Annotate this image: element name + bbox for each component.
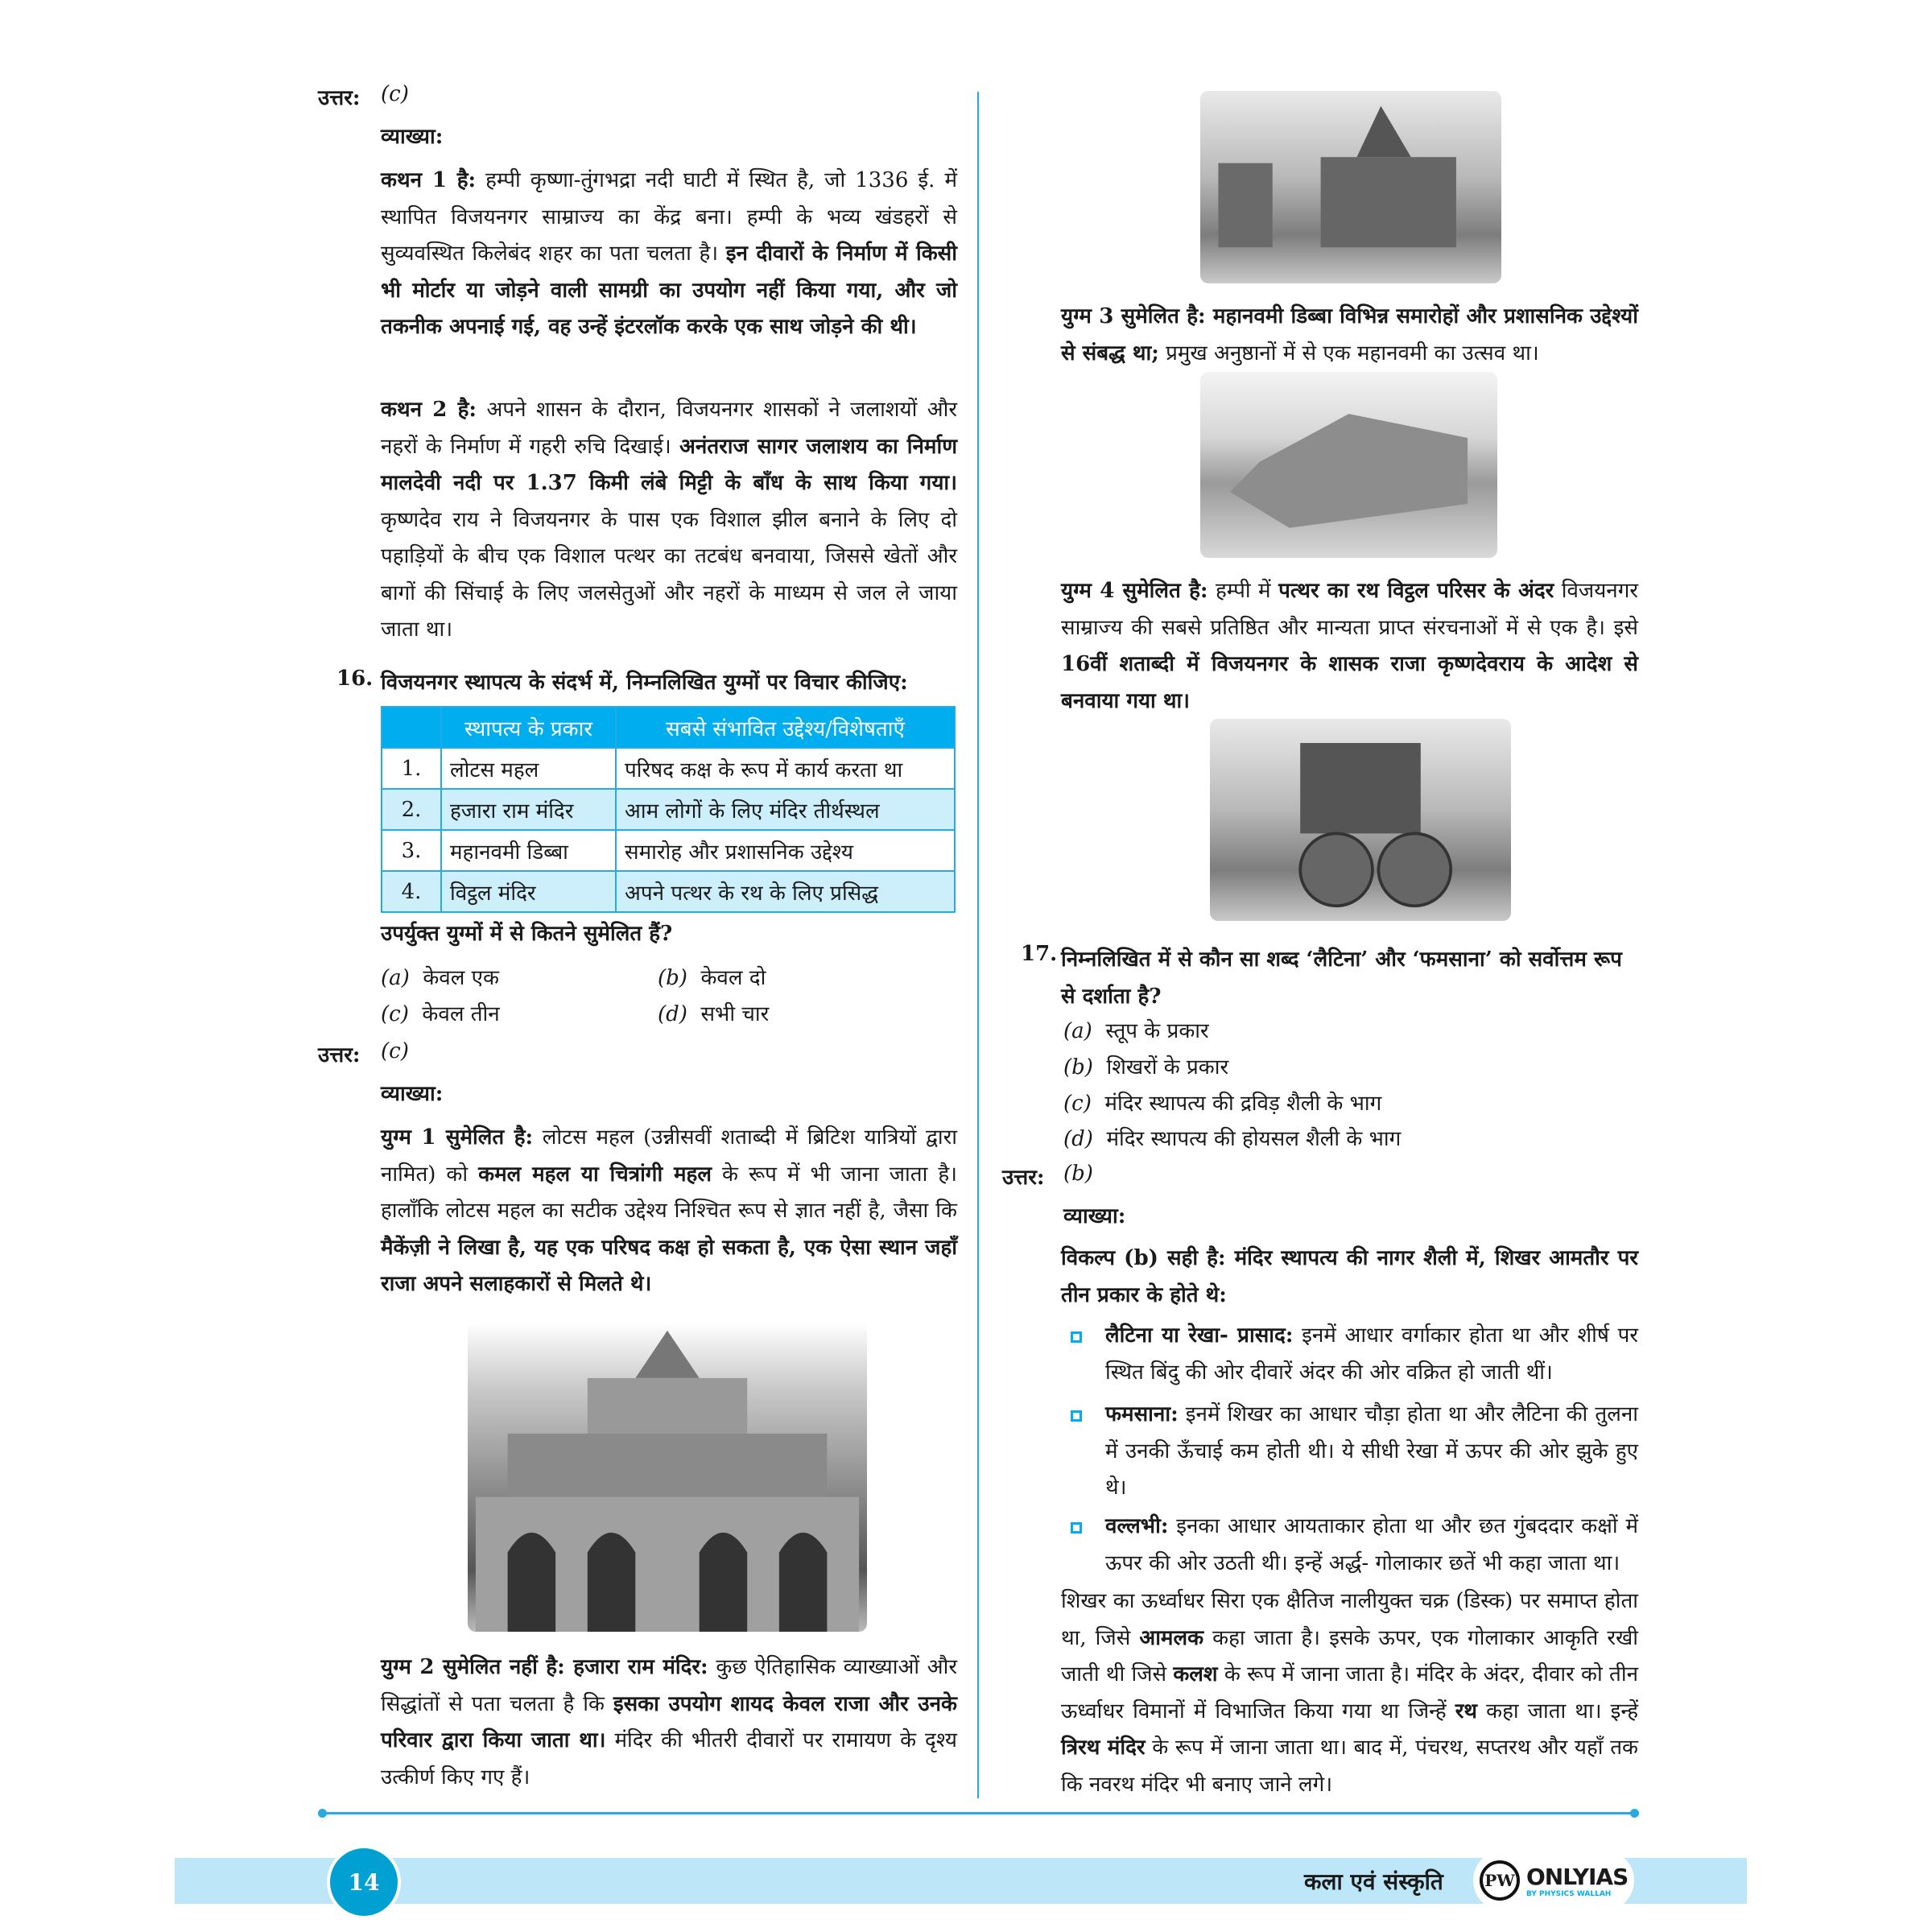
onlyias-wordmark	[1526, 1864, 1628, 1898]
statement-2-paragraph	[381, 392, 957, 649]
column-divider	[977, 92, 979, 1798]
page-number: 14	[327, 1845, 401, 1919]
bold-text-segment: 16वीं शताब्दी में विजयनगर के शासक राजा कृष्णदेवराय के आदेश से बनवाया गया था।	[1061, 652, 1638, 713]
table-cell: महानवमी डिब्बा	[441, 830, 616, 871]
question-17-text: निम्नलिखित में से कौन सा शब्द ‘लैटिना’ और ‘फमसाना’ को सर्वोत्तम रूप से दर्शाता है?	[1061, 947, 1622, 1009]
answer-value: (c)	[381, 1039, 409, 1063]
option-c	[1063, 1088, 1381, 1117]
pair-3-paragraph	[1061, 299, 1638, 372]
question-16-prompt: उपर्युक्त युग्मों में से कितने सुमेलित हैं?	[381, 922, 673, 946]
option-b	[658, 962, 766, 991]
option-key: (a)	[1063, 1019, 1092, 1043]
bold-text-segment: युग्म 1 सुमेलित है:	[381, 1125, 534, 1150]
text-segment: मंदिर की भीतरी दीवारों पर रामायण के दृश्य उत्कीर्ण किए गए हैं।	[381, 1728, 957, 1790]
table-row	[382, 748, 955, 789]
option-text: स्तूप के प्रकार	[1105, 1019, 1209, 1043]
bold-text-segment: फमसाना:	[1105, 1402, 1179, 1426]
option-a	[1063, 1015, 1209, 1044]
lotus-mahal-image	[468, 1323, 867, 1632]
table-header	[382, 707, 441, 748]
bold-text-segment: युग्म 4 सुमेलित है:	[1061, 579, 1208, 603]
text-segment: लोटस महल (उन्नीसवीं शताब्दी में ब्रिटिश यात्रियों द्वारा नामित) को	[381, 1125, 957, 1187]
stone-chariot-image	[1210, 719, 1511, 921]
checkbox-bullet-icon	[1071, 1410, 1082, 1422]
option-a	[381, 962, 499, 991]
bullet-phamsana	[1105, 1397, 1638, 1507]
rule-dot	[1630, 1809, 1639, 1818]
option-text: केवल एक	[423, 966, 499, 990]
text-segment: इनमें आधार वर्गाकार होता था और शीर्ष पर स्थित बिंदु की ओर दीवारें अंदर की ओर वक्रित हो जाती थीं।	[1105, 1323, 1638, 1385]
explanation-label: व्याख्या:	[1063, 1204, 1126, 1228]
option-text: सभी चार	[700, 1002, 770, 1026]
bold-text-segment: इन दीवारों के निर्माण में किसी भी मोर्टार या जोड़ने वाली सामग्री का उपयोग नहीं किया गया, और जो तकनीक अपनाई गई, वह उन्हें इंटरलॉक करके एक साथ जोड़ने की थी।	[381, 242, 957, 339]
option-b	[1063, 1051, 1228, 1080]
answer-label: उत्तर:	[318, 1043, 361, 1067]
option-key: (d)	[1063, 1127, 1093, 1151]
table-cell: 1.	[382, 748, 441, 789]
option-d	[1063, 1123, 1401, 1152]
bold-text-segment: विकल्प (b) सही है: मंदिर स्थापत्य की नागर शैली में, शिखर आमतौर पर तीन प्रकार के होते थे:	[1061, 1246, 1638, 1307]
bottom-rule	[322, 1812, 1634, 1814]
publisher-logo	[1473, 1850, 1634, 1911]
bold-text-segment: युग्म 2 सुमेलित नहीं है: हजारा राम मंदिर:	[381, 1655, 708, 1679]
text-segment: इनका आधार आयताकार होता था और छत गुंबददार कक्षों में ऊपर की ओर उठती थी। इन्हें अर्द्ध- गोलाकार छतें भी कहा जाता था।	[1105, 1514, 1638, 1575]
mahanavami-dibba-image	[1200, 372, 1497, 558]
bold-text-segment: कमल महल या चित्रांगी महल	[478, 1162, 712, 1187]
statement-1-paragraph	[381, 163, 957, 346]
table-header-row	[382, 707, 955, 748]
option-b-explanation	[1061, 1241, 1638, 1314]
text-segment: के रूप में भी जाना जाता है। हालाँकि लोटस महल का सटीक उद्देश्य निश्चित रूप से ज्ञात नहीं है, जैसा कि	[381, 1162, 957, 1223]
text-segment: के रूप में जाना जाता था। बाद में, पंचरथ, सप्तरथ और यहाँ तक कि नवरथ मंदिर भी बनाए जाने लगे।	[1061, 1736, 1638, 1797]
bold-text-segment: रथ	[1455, 1699, 1478, 1724]
table-row	[382, 871, 955, 912]
explanation-label: व्याख्या:	[381, 1082, 444, 1106]
option-d	[658, 998, 769, 1027]
bullet-latina	[1105, 1318, 1638, 1391]
pairs-table	[381, 706, 956, 913]
logo-subtext: BY PHYSICS WALLAH	[1526, 1889, 1612, 1898]
bold-text-segment: त्रिरथ मंदिर	[1061, 1736, 1146, 1760]
pair-4-paragraph	[1061, 573, 1638, 720]
text-segment: के रूप में जाना जाता है। मंदिर के अंदर, दीवार को तीन ऊर्ध्वाधर विमानों में विभाजित किया गया था जिन्हें	[1061, 1662, 1639, 1724]
text-segment: कुछ ऐतिहासिक व्याख्याओं और सिद्धांतों से पता चलता है कि	[381, 1655, 957, 1716]
table-cell: 2.	[382, 789, 441, 830]
checkbox-bullet-icon	[1071, 1331, 1082, 1343]
option-key: (c)	[381, 1002, 409, 1026]
text-segment: इनमें शिखर का आधार चौड़ा होता था और लैटिना की तुलना में उनकी ऊँचाई कम होती थी। ये सीधी रेखा में ऊपर की ओर झुके हुए थे।	[1105, 1402, 1638, 1500]
option-text: केवल दो	[700, 966, 766, 990]
question-17-number: 17.	[1021, 942, 1058, 966]
text-segment: कहा जाता है। इसके ऊपर, एक गोलाकार आकृति रखी जाती थी जिसे	[1061, 1625, 1638, 1686]
pair-1-paragraph	[381, 1120, 957, 1303]
question-16-number: 16.	[336, 667, 374, 691]
answer-value: (b)	[1063, 1162, 1093, 1186]
bold-text-segment: पत्थर का रथ विट्ठल परिसर के अंदर	[1278, 579, 1554, 603]
option-key: (b)	[1063, 1055, 1093, 1080]
bold-text-segment: मैकेंज़ी ने लिखा है, यह एक परिषद कक्ष हो सकता है, एक ऐसा स्थान जहाँ राजा अपने सलाहकारों से मिलते थे।	[381, 1235, 957, 1296]
table-header: सबसे संभावित उद्देश्य/विशेषताएँ	[616, 707, 955, 748]
option-text: मंदिर स्थापत्य की होयसल शैली के भाग	[1106, 1127, 1402, 1151]
bold-text-segment: आमलक	[1139, 1625, 1204, 1650]
table-cell: विट्ठल मंदिर	[441, 871, 616, 912]
option-key: (a)	[381, 966, 410, 990]
answer-value: (c)	[381, 82, 409, 106]
bold-text-segment: इसका उपयोग शायद केवल राजा और उनके परिवार द्वारा किया जाता था।	[381, 1691, 958, 1752]
text-segment: कहा जाता था। इन्हें	[1477, 1699, 1638, 1724]
checkbox-bullet-icon	[1071, 1522, 1082, 1534]
text-segment: हम्पी में	[1208, 579, 1279, 603]
text-segment: विजयनगर साम्राज्य की सबसे प्रतिष्ठित और मान्यता प्राप्त संरचनाओं में से एक है। इसे	[1061, 579, 1638, 640]
shikhara-paragraph	[1061, 1583, 1638, 1803]
text-segment: प्रमुख अनुष्ठानों में से एक महानवमी का उत्सव था।	[1158, 341, 1539, 365]
table-cell: हजारा राम मंदिर	[441, 789, 616, 830]
bold-text-segment: वल्लभी:	[1105, 1514, 1169, 1538]
option-text: शिखरों के प्रकार	[1106, 1055, 1229, 1080]
bold-text-segment: कथन 2 है:	[381, 398, 477, 422]
bullet-valabhi	[1105, 1509, 1638, 1582]
table-cell: अपने पत्थर के रथ के लिए प्रसिद्ध	[616, 871, 955, 912]
hazara-rama-temple-image	[1200, 91, 1501, 283]
table-cell: लोटस महल	[441, 748, 616, 789]
pw-logo-icon: PW	[1480, 1860, 1520, 1901]
bold-text-segment: लैटिना या रेखा- प्रासाद:	[1105, 1323, 1294, 1348]
rule-dot	[318, 1809, 327, 1818]
table-header: स्थापत्य के प्रकार	[441, 707, 616, 748]
pair-2-paragraph	[381, 1649, 957, 1796]
table-row	[382, 830, 955, 871]
answer-label: उत्तर:	[1002, 1166, 1045, 1190]
table-cell: 3.	[382, 830, 441, 871]
book-title: कला एवं संस्कृति	[1304, 1868, 1443, 1895]
text-segment: हम्पी कृष्णा-तुंगभद्रा नदी घाटी में स्थित है, जो 1336 ई. में स्थापित विजयनगर साम्राज्य का केंद्र बना। हम्पी के भव्य खंडहरों से सुव्यवस्थित किलेबंद शहर का पता चलता है।	[381, 168, 957, 266]
table-cell: परिषद कक्ष के रूप में कार्य करता था	[616, 748, 955, 789]
table-cell: आम लोगों के लिए मंदिर तीर्थस्थल	[616, 789, 955, 830]
answer-label: उत्तर:	[318, 86, 361, 110]
table-cell: समारोह और प्रशासनिक उद्देश्य	[616, 830, 955, 871]
bold-text-segment: युग्म 3 सुमेलित है: महानवमी डिब्बा विभिन्न समारोहों और प्रशासनिक उद्देश्यों से संबद्ध था;	[1061, 304, 1638, 365]
table-row	[382, 789, 955, 830]
option-key: (d)	[658, 1002, 687, 1026]
table-cell: 4.	[382, 871, 441, 912]
question-16-text: विजयनगर स्थापत्य के संदर्भ में, निम्नलिखित युग्मों पर विचार कीजिए:	[381, 671, 908, 695]
bold-text-segment: अनंतराज सागर जलाशय का निर्माण मालदेवी नदी पर 1.37 किमी लंबे मिट्टी के बाँध के साथ किया गया।	[381, 434, 957, 495]
bold-text-segment: कथन 1 है:	[381, 168, 477, 192]
logo-text: ONLYIAS	[1526, 1863, 1629, 1890]
option-text: केवल तीन	[422, 1002, 500, 1026]
text-segment: अपने शासन के दौरान, विजयनगर शासकों ने जलाशयों और नहरों के निर्माण में गहरी रुचि दिखाई।	[381, 398, 957, 459]
option-key: (c)	[1063, 1092, 1092, 1116]
text-segment: शिखर का ऊर्ध्वाधर सिरा एक क्षैतिज नालीयुक्त चक्र (डिस्क) पर समाप्त होता था, जिसे	[1061, 1589, 1638, 1650]
text-segment: कृष्णदेव राय ने विजयनगर के पास एक विशाल झील बनाने के लिए दो पहाड़ियों के बीच एक विशाल पत्थर का तटबंध बनवाया, जिससे खेतों और बागों की सिंचाई के लिए जलसेतुओं और नहरों के माध्यम से जल ले जाया जाता था।	[381, 507, 957, 642]
option-text: मंदिर स्थापत्य की द्रविड़ शैली के भाग	[1104, 1092, 1382, 1116]
bold-text-segment: कलश	[1173, 1662, 1218, 1686]
option-c	[381, 998, 500, 1027]
explanation-label: व्याख्या:	[381, 125, 444, 149]
option-key: (b)	[658, 966, 687, 990]
